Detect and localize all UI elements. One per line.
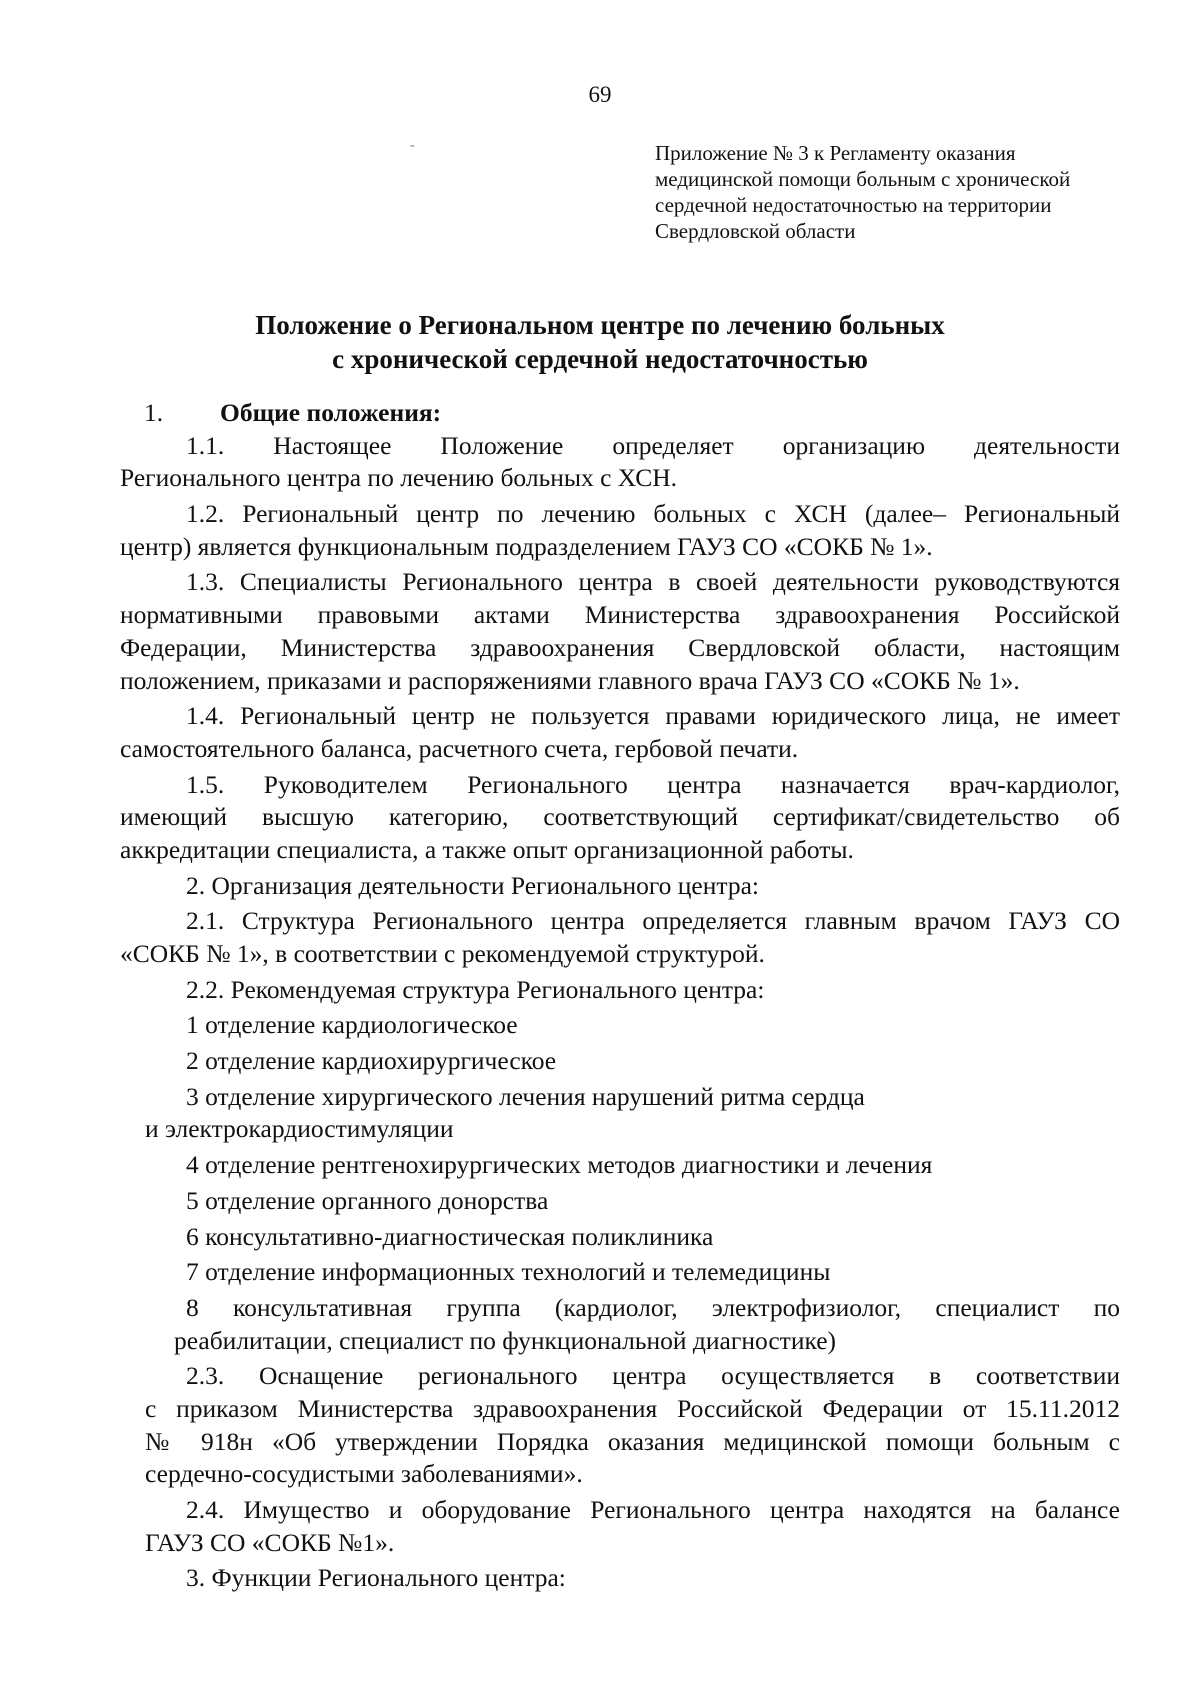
paragraph-line: Регионального центра по лечению больных с ХСН. bbox=[120, 463, 678, 493]
scan-mark: - bbox=[410, 138, 415, 153]
title-line-1: Положение о Региональном центре по лечению больных bbox=[255, 310, 945, 340]
paragraph-line: с приказом Министерства здравоохранения Российской Федерации от 15.11.2012 bbox=[145, 1393, 1120, 1423]
appendix-line: медицинской помощи больным с хронической bbox=[655, 167, 1071, 191]
list-item-continuation: и электрокардиостимуляции bbox=[145, 1114, 454, 1144]
section-number: 1. bbox=[144, 398, 164, 427]
appendix-line: Приложение № 3 к Регламенту оказания bbox=[655, 141, 1016, 165]
paragraph-line: положением, приказами и распоряжениями главного врача ГАУЗ СО «СОКБ № 1». bbox=[120, 665, 1020, 695]
paragraph-line: 2.1. Структура Регионального центра определяется главным врачом ГАУЗ СО bbox=[186, 906, 1120, 936]
document-title bbox=[0, 308, 1200, 376]
appendix-note bbox=[655, 140, 1175, 244]
list-item: 4 отделение рентгенохирургических методов диагностики и лечения bbox=[186, 1150, 933, 1180]
list-item-continuation: реабилитации, специалист по функциональной диагностике) bbox=[174, 1325, 837, 1355]
section-title: Общие положения: bbox=[220, 398, 442, 427]
section-3-heading: 3. Функции Регионального центра: bbox=[186, 1563, 566, 1593]
paragraph-line: 1.4. Региональный центр не пользуется правами юридического лица, не имеет bbox=[186, 701, 1120, 731]
list-item: 5 отделение органного донорства bbox=[186, 1185, 549, 1215]
paragraph-line: ГАУЗ СО «СОКБ №1». bbox=[145, 1527, 395, 1557]
paragraph-line: сердечно-сосудистыми заболеваниями». bbox=[145, 1459, 583, 1489]
paragraph-line: Федерации, Министерства здравоохранения Свердловской области, настоящим bbox=[120, 632, 1120, 662]
paragraph-line: 1.5. Руководителем Регионального центра назначается врач-кардиолог, bbox=[186, 769, 1120, 799]
paragraph-line: 2.2. Рекомендуемая структура Регионального центра: bbox=[186, 974, 765, 1004]
section-2-heading: 2. Организация деятельности Регионального центра: bbox=[186, 870, 760, 900]
list-item: 1 отделение кардиологическое bbox=[186, 1010, 518, 1040]
appendix-line: сердечной недостаточностью на территории bbox=[655, 193, 1052, 217]
page-number: 69 bbox=[588, 82, 612, 107]
document-body bbox=[120, 397, 1120, 1595]
paragraph-line: имеющий высшую категорию, соответствующий сертификат/свидетельство об bbox=[120, 802, 1120, 832]
section-1-heading bbox=[120, 397, 1120, 430]
paragraph-line: «СОКБ № 1», в соответствии с рекомендуемой структурой. bbox=[120, 939, 765, 968]
list-item: 6 консультативно-диагностическая поликлиника bbox=[186, 1221, 714, 1251]
paragraph-line: 1.3. Специалисты Регионального центра в своей деятельности руководствуются bbox=[186, 567, 1120, 597]
paragraph-line: аккредитации специалиста, а также опыт организационной работы. bbox=[120, 834, 854, 864]
list-item: 8 консультативная группа (кардиолог, электрофизиолог, специалист по bbox=[186, 1292, 1120, 1322]
paragraph-line: 1.1. Настоящее Положение определяет организацию деятельности bbox=[186, 430, 1120, 460]
paragraph-line: 2.3. Оснащение регионального центра осуществляется в соответствии bbox=[186, 1361, 1120, 1391]
paragraph-line: самостоятельного баланса, расчетного счета, гербовой печати. bbox=[120, 733, 799, 763]
list-item: 2 отделение кардиохирургическое bbox=[186, 1046, 557, 1076]
paragraph-line: центр) является функциональным подразделением ГАУЗ СО «СОКБ № 1». bbox=[120, 531, 933, 561]
list-item: 3 отделение хирургического лечения нарушений ритма сердца bbox=[186, 1081, 865, 1111]
paragraph-line: 2.4. Имущество и оборудование Регионального центра находятся на балансе bbox=[186, 1495, 1120, 1524]
list-item: 7 отделение информационных технологий и телемедицины bbox=[186, 1257, 831, 1287]
appendix-line: Свердловской области bbox=[655, 219, 856, 243]
paragraph-line: № 918н «Об утверждении Порядка оказания медицинской помощи больным с bbox=[145, 1426, 1120, 1456]
paragraph-line: 1.2. Региональный центр по лечению больных с ХСН (далее– Региональный bbox=[186, 499, 1120, 529]
paragraph-line: нормативными правовыми актами Министерства здравоохранения Российской bbox=[120, 600, 1120, 630]
title-line-2: с хронической сердечной недостаточностью bbox=[332, 344, 868, 374]
